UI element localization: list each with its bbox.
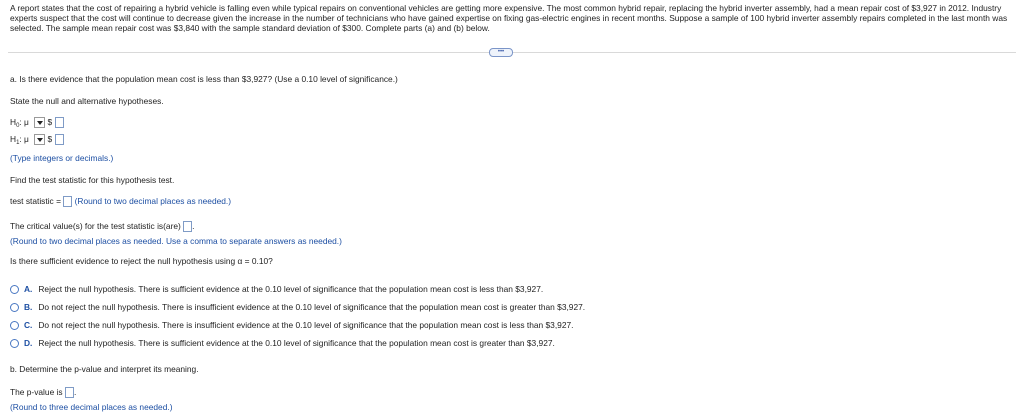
critical-value-input[interactable]	[183, 221, 195, 232]
test-statistic-instruction: Find the test statistic for this hypothesis test.	[10, 175, 175, 185]
evidence-question: Is there sufficient evidence to reject the null hypothesis using α = 0.10?	[10, 256, 273, 266]
p-value-input[interactable]	[65, 387, 77, 398]
critical-value-period: .	[192, 221, 195, 231]
critical-value-row	[10, 221, 194, 232]
h1-value-input[interactable]	[55, 134, 64, 145]
test-statistic-hint: (Round to two decimal places as needed.)	[74, 196, 232, 206]
option-b-letter: B.	[24, 302, 33, 312]
option-c-letter: C.	[24, 320, 33, 330]
option-a[interactable]	[10, 284, 543, 294]
hypotheses-instruction: State the null and alternative hypotheses.	[10, 96, 164, 106]
h1-operator-dropdown[interactable]	[34, 134, 45, 145]
option-a-text: Reject the null hypothesis. There is sufficient evidence at the 0.10 level of significance that the population mean cost is less than $3,927.	[38, 284, 544, 294]
hypotheses-hint: (Type integers or decimals.)	[10, 153, 114, 163]
expand-more-button[interactable]: •••	[489, 48, 513, 57]
part-a-question: a. Is there evidence that the population mean cost is less than $3,927? (Use a 0.10 level of significance.)	[10, 74, 398, 84]
h0-dollar-sign: $	[47, 117, 53, 127]
option-d-text: Reject the null hypothesis. There is sufficient evidence at the 0.10 level of significance that the population mean cost is greater than $3,927.	[38, 338, 555, 348]
h0-label: $H_0$: μ	[10, 117, 29, 129]
option-d-radio[interactable]	[10, 339, 19, 348]
p-value-period: .	[73, 387, 77, 397]
alternative-hypothesis-row	[10, 134, 64, 148]
h0-operator-dropdown[interactable]	[34, 117, 45, 128]
h1-label: $H_1$: μ	[10, 134, 29, 146]
problem-intro: A report states that the cost of repairing a hybrid vehicle is falling even while typical repairs on conventional vehicles are getting more expensive. The most common hybrid repair, replacing the hybrid inverter assembly, had a mean repair cost of $3,927 in 2012. Industry experts suspect that the cost will continue to decrease given the increase in the number of technicians who have gained expertise on fixing gas-electric engines in recent months. Suppose a sample of 100 hybrid inverter assembly repairs completed in the last month was selected. The sample mean repair cost was $3,840 with the sample standard deviation of $300. Complete parts (a) and (b) below.	[10, 3, 1008, 33]
p-value-row	[10, 387, 76, 398]
option-b-text: Do not reject the null hypothesis. There is insufficient evidence at the 0.10 level of significance that the population mean cost is greater than $3,927.	[38, 302, 586, 312]
null-hypothesis-row	[10, 117, 64, 131]
p-value-label: The p-value is	[10, 387, 63, 397]
critical-value-hint: (Round to two decimal places as needed. Use a comma to separate answers as needed.)	[10, 236, 342, 246]
option-d-letter: D.	[24, 338, 33, 348]
p-value-hint: (Round to three decimal places as needed.)	[10, 402, 173, 412]
option-c[interactable]	[10, 320, 573, 330]
critical-value-label: The critical value(s) for the test statistic is(are)	[10, 221, 181, 231]
option-a-radio[interactable]	[10, 285, 19, 294]
test-statistic-input[interactable]	[63, 196, 72, 207]
test-statistic-label: test statistic =	[10, 196, 61, 206]
h1-dollar-sign: $	[47, 134, 53, 144]
option-c-text: Do not reject the null hypothesis. There is insufficient evidence at the 0.10 level of significance that the population mean cost is less than $3,927.	[38, 320, 574, 330]
option-b[interactable]	[10, 302, 585, 312]
option-b-radio[interactable]	[10, 303, 19, 312]
option-a-letter: A.	[24, 284, 33, 294]
part-b-question: b. Determine the p-value and interpret its meaning.	[10, 364, 199, 374]
h0-value-input[interactable]	[55, 117, 64, 128]
option-c-radio[interactable]	[10, 321, 19, 330]
option-d[interactable]	[10, 338, 555, 348]
test-statistic-row	[10, 196, 231, 207]
